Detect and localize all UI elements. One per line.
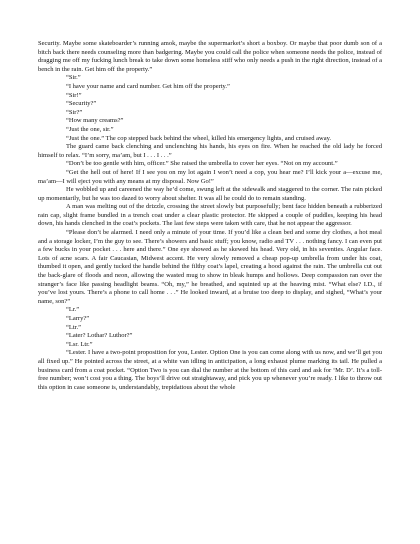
paragraph-6: “Sir?”	[66, 108, 83, 116]
paragraph-3: “I have your name and card number. Get him off the property.”	[66, 82, 230, 90]
paragraph-20: “Lsr. Ltr.”	[66, 340, 93, 348]
paragraph-12: “Get the hell out of here! If I see you on my lot again I won’t need a cop, you hear me? I’ll kick your a—excuse me, ma’am—I will eject you with any means at my disposal. Now Go!”	[38, 168, 382, 185]
paragraph-15: “Please don’t be alarmed. I need only a minute of your time. If you’d like a clean bed and some dry clothes, a hot meal and a storage locker, I’m the guy to see. There’s showers and basic stuff; you know, radio and TV . . . nothing fancy. I can even put a few bucks in your pocket . . . here and there.” One eye showed as he skewed his head. Very old, in his seventies. Angular face. Lots of acne scars. A fair Caucasian, Midwest accent. He very slowly removed a cheap pop-up umbrella from under his coat, thumbed it open, and gently tucked the handle behind the filthy coat’s lapel, creating a hood against the rain. The umbrella cut out the back-glare of floods and neon, allowing the wasted mug to show in bleak humps and hollows. Deep compassion ran over the stranger’s face like passing headlight beams. “Oh, my,” he breathed, and squinted up at the heaving mist. “What else? I.D., if you’ve lost yours. There’s a phone to call home . . .” He looked inward, at a bruise too deep to display, and sighed, “What’s your name, son?”	[38, 229, 382, 305]
paragraph-18: “Ltr.”	[66, 323, 81, 331]
paragraph-17: “Larry?”	[66, 315, 90, 322]
paragraph-2: “Sir.”	[66, 74, 81, 82]
paragraph-11: “Don’t be too gentle with him, officer.” She raised the umbrella to cover her eyes. “Not on my account.”	[66, 160, 338, 168]
paragraph-21: “Lester. I have a two-point proposition for you, Lester. Option One is you can come along with us now, and we’ll get you all fixed up.” He pointed across the street, at a white van idling in anticipation, a long exhaust plume marking its tail. He pulled a business card from a coat pocket. “Option Two is you can dial the number at the bottom of this card and ask for ‘Mr. D’. It’s a toll-free number; won’t cost you a thing. The boys’ll drive out straightaway, and pick you up whenever you’re ready. I like to throw out this option in case someone is, understandably, trepidatious about the whole	[38, 349, 382, 391]
paragraph-1: Security. Maybe some skateboarder’s running amok, maybe the supermarket’s short a boxboy. Or maybe that poor dumb son of a bitch back there needs counseling more than badgering. Maybe you could call the police when someone needs the police, instead of dragging me off my fucking lunch break to take down some homeless stiff who only needs a push in the right direction, instead of a bench in the rain. Get him off the property.”	[38, 40, 382, 73]
paragraph-14: A man was melting out of the drizzle, crossing the street slowly but purposefully; bent face hidden beneath a rubberized rain cap, slight frame bundled in a trench coat under a clear plastic protector. He skipped a couple of puddles, keeping his head down, his hands clenched in the coat’s pockets. The last few steps were taken with care, that he not appear the aggressor.	[38, 203, 382, 228]
paragraph-4: “Sir!”	[66, 91, 82, 99]
paragraph-9: “Just the one.” The cop stepped back behind the wheel, killed his emergency lights, and cruised away.	[66, 134, 332, 142]
paragraph-5: “Security?”	[66, 100, 97, 108]
paragraph-19: “Later? Lothar? Luthor?”	[66, 332, 133, 340]
paragraph-16: “Lr.”	[66, 306, 80, 314]
paragraph-7: “How many creams?”	[66, 117, 124, 125]
paragraph-10: The guard came back clenching and unclenching his hands, his eyes on fire. When he reached the old lady he forced himself to relax. “I’m sorry, ma’am, but I . . . I . . .”	[38, 143, 382, 159]
paragraph-13: He wobbled up and careened the way he’d come, swung left at the sidewalk and staggered to the corner. The rain picked up momentarily, but he was too dazed to worry about shelter. It was all he could do to remain standing.	[38, 186, 382, 202]
paragraph-8: “Just the one, sir.”	[66, 125, 114, 133]
